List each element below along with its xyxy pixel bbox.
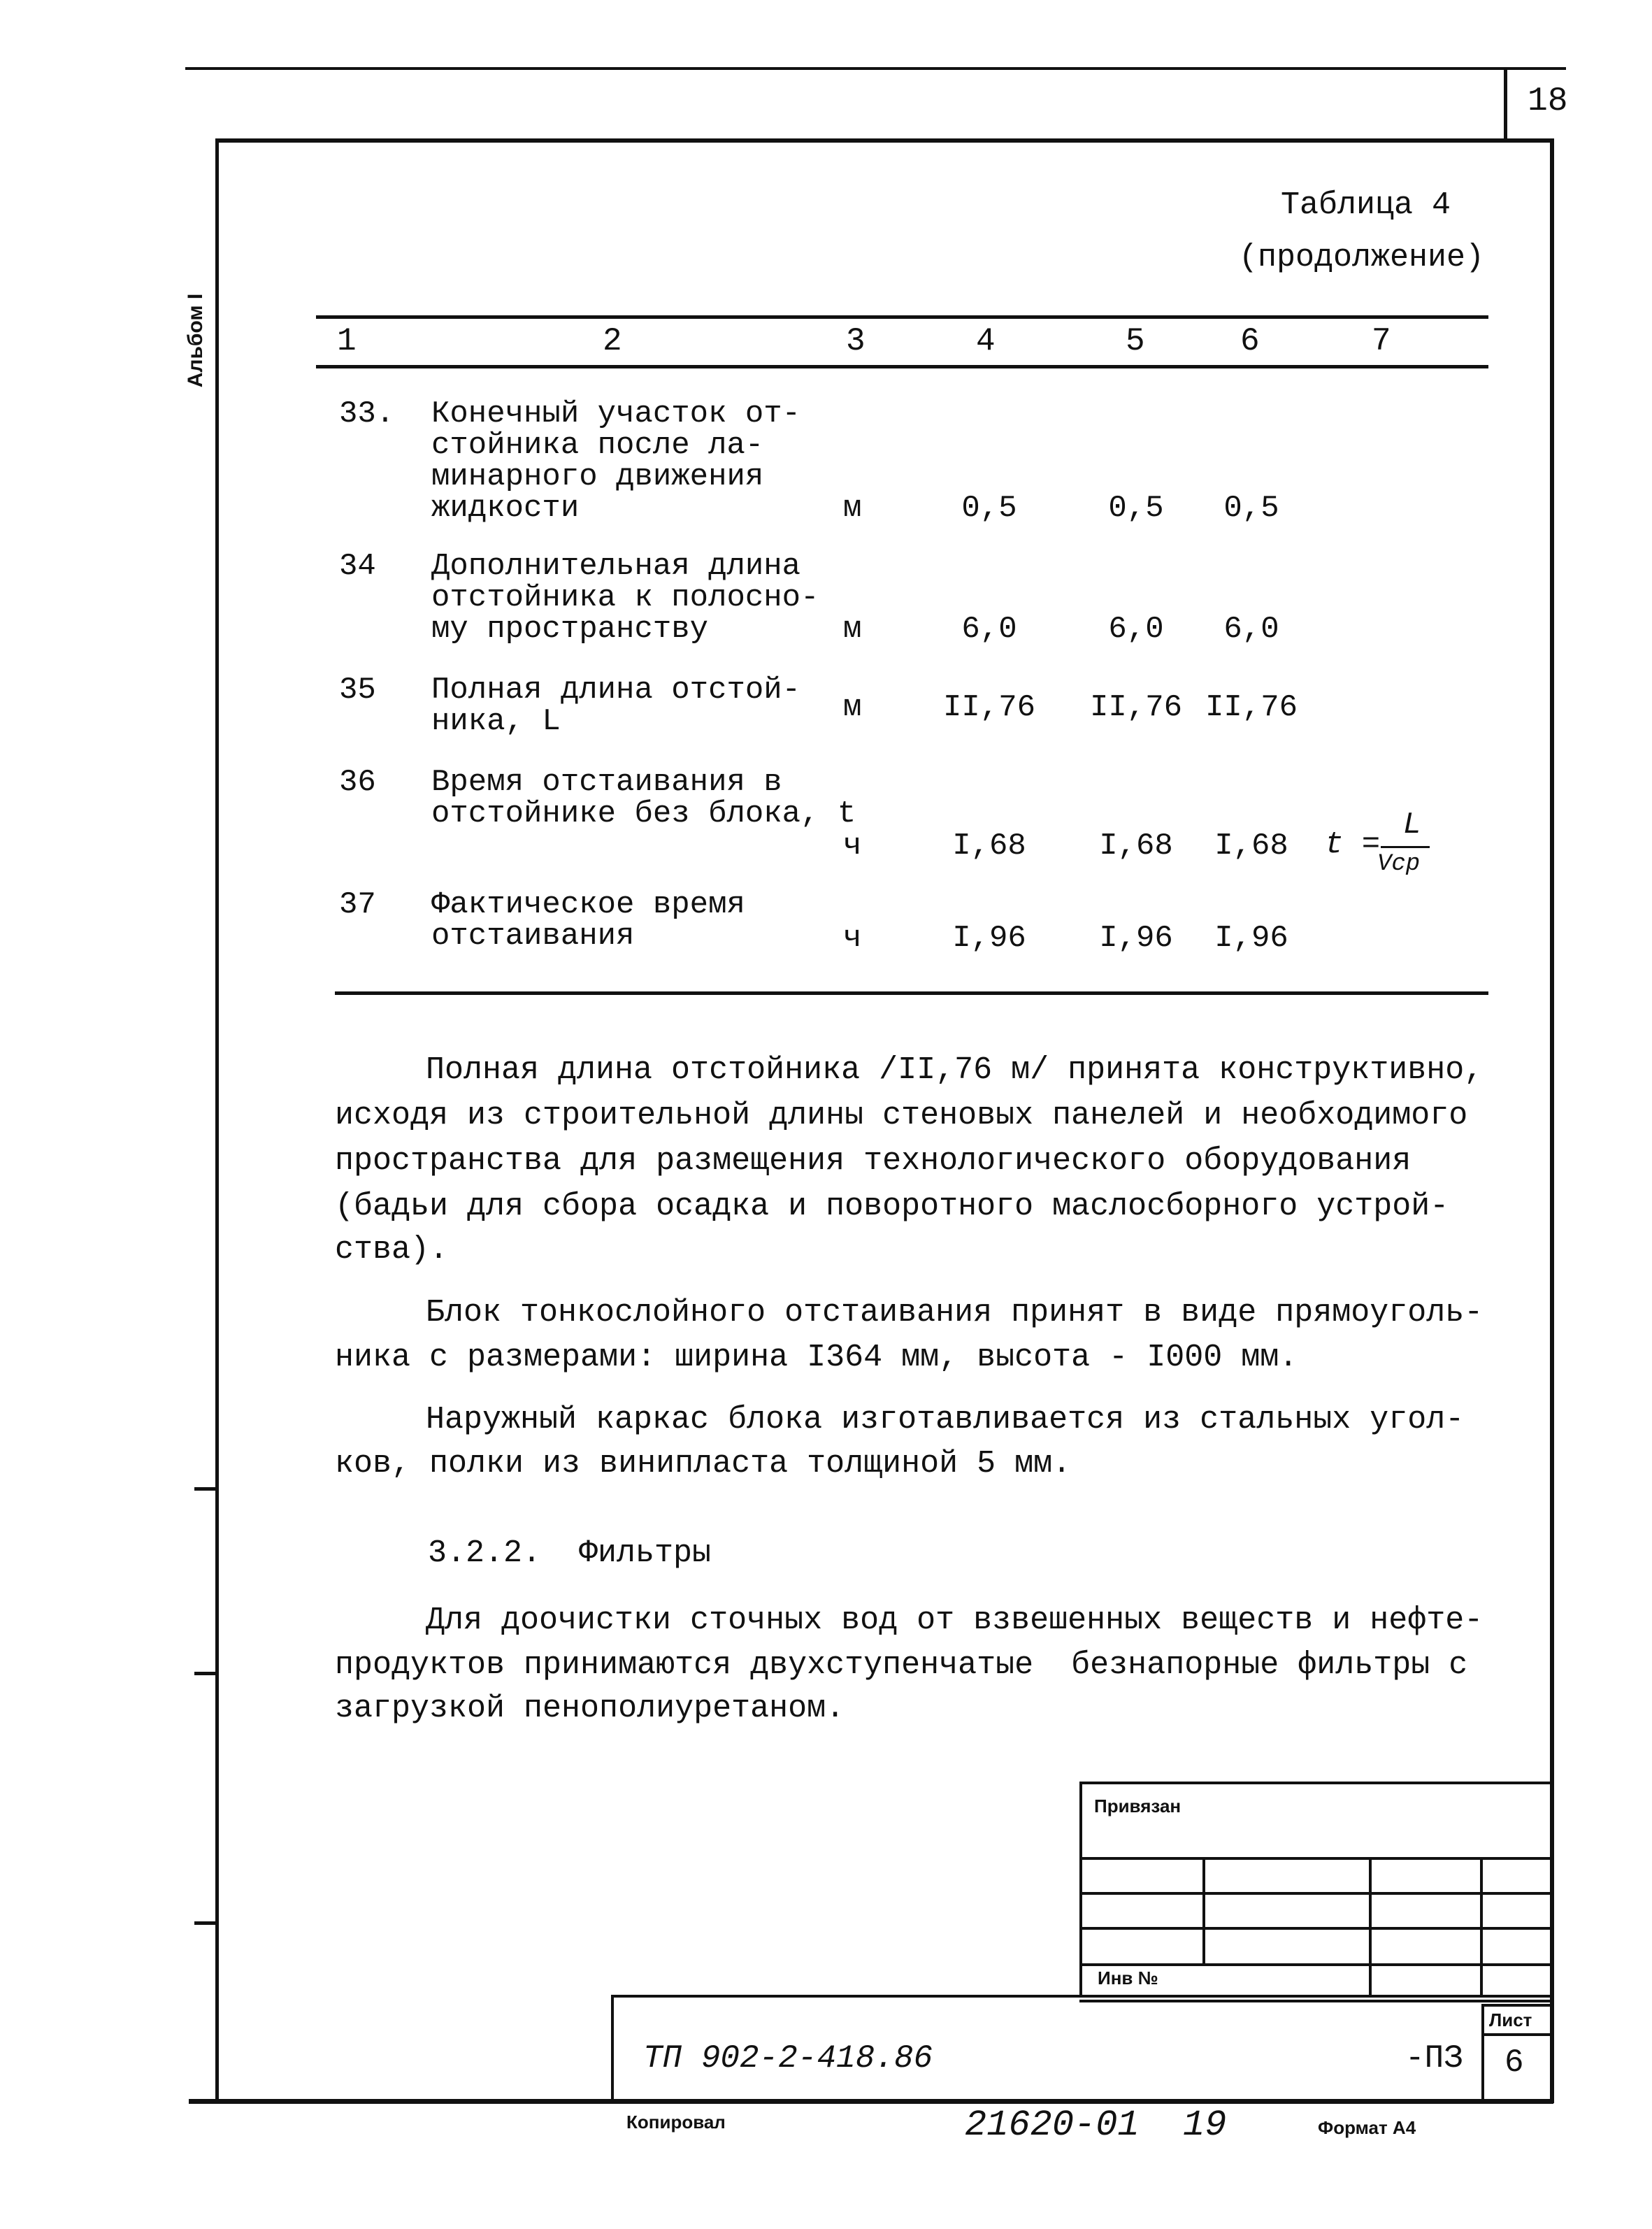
- margin-tick: [194, 1487, 217, 1491]
- row-description-line: отстойнике без блока, t: [431, 796, 856, 831]
- row-number: 35: [339, 673, 376, 708]
- margin-label: Альбом I: [184, 293, 207, 388]
- row-unit: м: [843, 491, 862, 526]
- row-number: 36: [339, 765, 376, 800]
- margin-tick: [194, 1921, 217, 1925]
- row-number: 34: [339, 549, 376, 584]
- row-value-col6: I,68: [1214, 829, 1288, 863]
- grid-col-line: [1079, 1857, 1082, 1997]
- row-number: 37: [339, 887, 376, 922]
- row-value-col5: I,68: [1099, 829, 1173, 863]
- column-header: 5: [1126, 323, 1145, 359]
- row-unit: ч: [843, 829, 862, 863]
- row-value-col4: 0,5: [961, 491, 1017, 526]
- row-description-line: отстаивания: [431, 919, 635, 954]
- row-description-line: Фактическое время: [431, 887, 745, 922]
- paragraph-line: Наружный каркас блока изготавливается из стальных угол-: [426, 1402, 1465, 1438]
- section-heading: 3.2.2. Фильтры: [428, 1535, 712, 1571]
- row-value-col4: II,76: [942, 690, 1036, 725]
- row-description-line: ника, L: [431, 704, 561, 739]
- frame-top: [215, 138, 1553, 143]
- column-header: 6: [1240, 323, 1260, 359]
- row-value-col5: I,96: [1099, 921, 1173, 956]
- row-unit: м: [843, 690, 862, 725]
- paragraph-line: ков, полки из винипласта толщиной 5 мм.: [335, 1446, 1072, 1482]
- row-value-col5: II,76: [1089, 690, 1183, 725]
- column-header: 2: [603, 323, 622, 359]
- paragraph-line: Для доочистки сточных вод от взвешенных веществ и нефте-: [426, 1603, 1484, 1638]
- row-value-col5: 0,5: [1108, 491, 1164, 526]
- row-description-line: минарного движения: [431, 459, 764, 494]
- grid-col-line: [1480, 1857, 1483, 1997]
- paragraph-line: пространства для размещения технологического оборудования: [335, 1143, 1412, 1179]
- column-header: 4: [976, 323, 996, 359]
- table-header-rule: [316, 365, 1488, 368]
- paragraph-line: Полная длина отстойника /II,76 м/ принята конструктивно,: [426, 1052, 1484, 1088]
- paragraph-line: ника с размерами: ширина I364 мм, высота - I000 мм.: [335, 1340, 1298, 1375]
- paragraph-line: продуктов принимаются двухступенчатые безнапорные фильтры с: [335, 1647, 1468, 1683]
- format-label: Формат А4: [1318, 2117, 1416, 2138]
- row-description-line: жидкости: [431, 491, 580, 526]
- table-top-rule: [316, 315, 1488, 319]
- row-description-line: отстойника к полосно-: [431, 580, 819, 615]
- row-description-line: Полная длина отстой-: [431, 673, 801, 708]
- row-description-line: Дополнительная длина: [431, 549, 801, 584]
- row-description-line: му пространству: [431, 612, 709, 647]
- row-value-col6: 0,5: [1223, 491, 1279, 526]
- row-value-col5: 6,0: [1108, 612, 1164, 647]
- grid-col-line: [1202, 1857, 1205, 1963]
- margin-tick: [194, 1672, 217, 1675]
- copied-label: Копировал: [626, 2112, 726, 2133]
- table-subtitle: (продолжение): [1238, 240, 1484, 275]
- row-description-line: Время отстаивания в: [431, 765, 782, 800]
- formula-denominator: Vср: [1377, 851, 1421, 877]
- bound-block: [1079, 1782, 1553, 1860]
- paragraph-line: исходя из строительной длины стеновых панелей и необходимого: [335, 1098, 1468, 1133]
- column-header: 1: [337, 323, 357, 359]
- row-value-col6: II,76: [1205, 690, 1298, 725]
- bound-label: Привязан: [1094, 1796, 1181, 1816]
- sheet-label: Лист: [1489, 2009, 1532, 2030]
- inv-label: Инв №: [1098, 1968, 1158, 1988]
- handwritten-number: 21620-01 19: [965, 2105, 1227, 2146]
- row-description-line: Конечный участок от-: [431, 396, 801, 431]
- row-unit: ч: [843, 921, 862, 956]
- row-unit: м: [843, 612, 862, 647]
- page-number: 18: [1528, 83, 1568, 120]
- paragraph-line: ства).: [335, 1232, 449, 1268]
- column-header: 3: [846, 323, 865, 359]
- row-description-line: стойника после ла-: [431, 428, 764, 463]
- grid-col-line: [1369, 1857, 1372, 1997]
- document-suffix: -ПЗ: [1405, 2040, 1463, 2077]
- paragraph-line: загрузкой пенополиуретаном.: [335, 1691, 845, 1726]
- frame-left: [215, 138, 219, 2103]
- row-value-col4: I,68: [952, 829, 1026, 863]
- paragraph-line: Блок тонкослойного отстаивания принят в виде прямоуголь-: [426, 1295, 1484, 1331]
- formula-bar: [1381, 846, 1430, 848]
- page-number-divider: [1504, 67, 1507, 140]
- column-header: 7: [1372, 323, 1391, 359]
- row-value-col4: 6,0: [961, 612, 1017, 647]
- formula-numerator: L: [1402, 808, 1422, 843]
- paragraph-line: (бадьи для сбора осадка и поворотного маслосборного устрой-: [335, 1189, 1449, 1224]
- table-bottom-rule: [335, 991, 1488, 995]
- row-value-col4: I,96: [952, 921, 1026, 956]
- table-title: Таблица 4: [1280, 187, 1451, 223]
- row-number: 33.: [339, 396, 395, 431]
- row-value-col6: I,96: [1214, 921, 1288, 956]
- sheet-value: 6: [1504, 2044, 1524, 2081]
- top-rule: [185, 67, 1566, 70]
- formula-lhs: t =: [1325, 827, 1381, 862]
- document-code: ТП 902-2-418.86: [643, 2040, 933, 2077]
- row-value-col6: 6,0: [1223, 612, 1279, 647]
